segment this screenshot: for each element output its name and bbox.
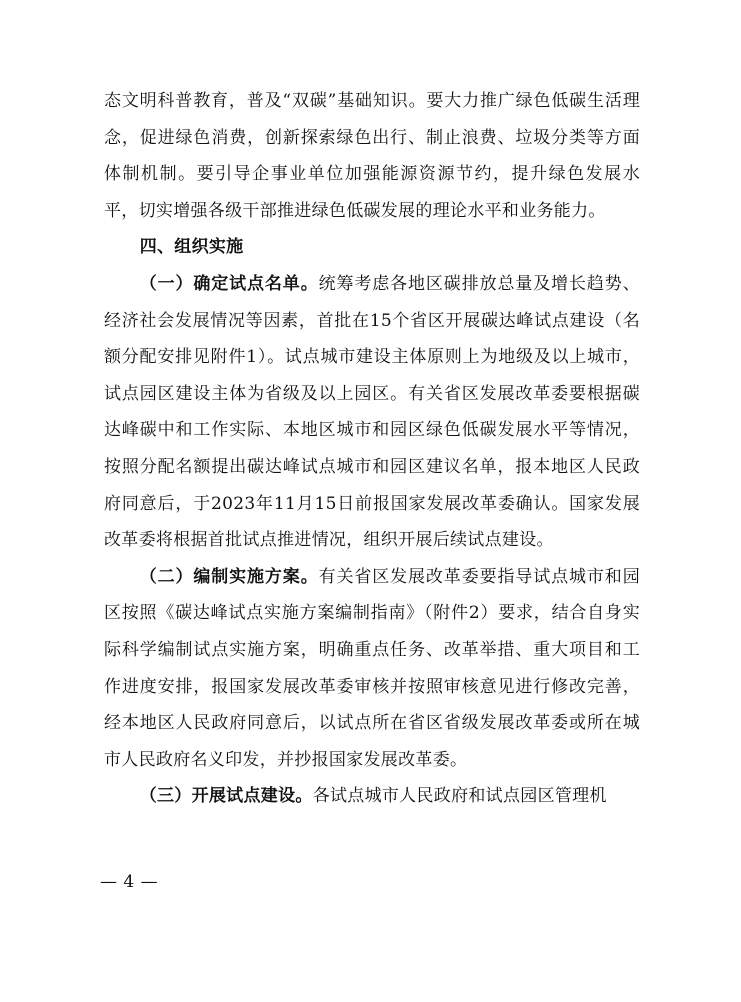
paragraph-pilot-construction bbox=[104, 778, 640, 815]
paragraph-continuation bbox=[104, 83, 640, 229]
paragraph-text: 态文明科普教育，普及“双碳”基础知识。要大力推广绿色低碳生活理念，促进绿色消费，创新探索绿色出行、制止浪费、垃圾分类等方面体制机制。要引导企事业单位加强能源资源节约，提升绿色发展水平，切实增强各级干部推进绿色低碳发展的理论水平和业务能力。 bbox=[104, 91, 640, 221]
paragraph-text: 统筹考虑各地区碳排放总量及增长趋势、经济社会发展情况等因素，首批在15个省区开展碳达峰试点建设（名额分配安排见附件1）。试点城市建设主体原则上为地级及以上城市，试点园区建设主体为省级及以上园区。有关省区发展改革委要根据碳达峰碳中和工作实际、本地区城市和园区绿色低碳发展水平等情况，按照分配名额提出碳达峰试点城市和园区建议名单，报本地区人民政府同意后，于2023年11月15日前报国家发展改革委确认。国家发展改革委将根据首批试点推进情况，组织开展后续试点建设。 bbox=[104, 273, 640, 551]
page-number: — 4 — bbox=[100, 872, 159, 892]
section-heading bbox=[104, 229, 640, 266]
paragraph-implementation-plan bbox=[104, 559, 640, 779]
section-heading-text: 四、组织实施 bbox=[139, 237, 244, 258]
paragraph-confirm-pilot-list bbox=[104, 266, 640, 559]
paragraph-text: 各试点城市人民政府和试点园区管理机 bbox=[312, 786, 607, 807]
paragraph-lead: （二）编制实施方案。 bbox=[139, 566, 319, 587]
paragraph-text: 有关省区发展改革委要指导试点城市和园区按照《碳达峰试点实施方案编制指南》（附件2）要求，结合自身实际科学编制试点实施方案，明确重点任务、改革举措、重大项目和工作进度安排，报国家发展改革委审核并按照审核意见进行修改完善，经本地区人民政府同意后，以试点所在省区省级发展改革委或所在城市人民政府名义印发，并抄报国家发展改革委。 bbox=[104, 566, 640, 770]
document-body bbox=[104, 83, 640, 815]
paragraph-lead: （一）确定试点名单。 bbox=[139, 273, 319, 294]
paragraph-lead: （三）开展试点建设。 bbox=[139, 786, 313, 807]
